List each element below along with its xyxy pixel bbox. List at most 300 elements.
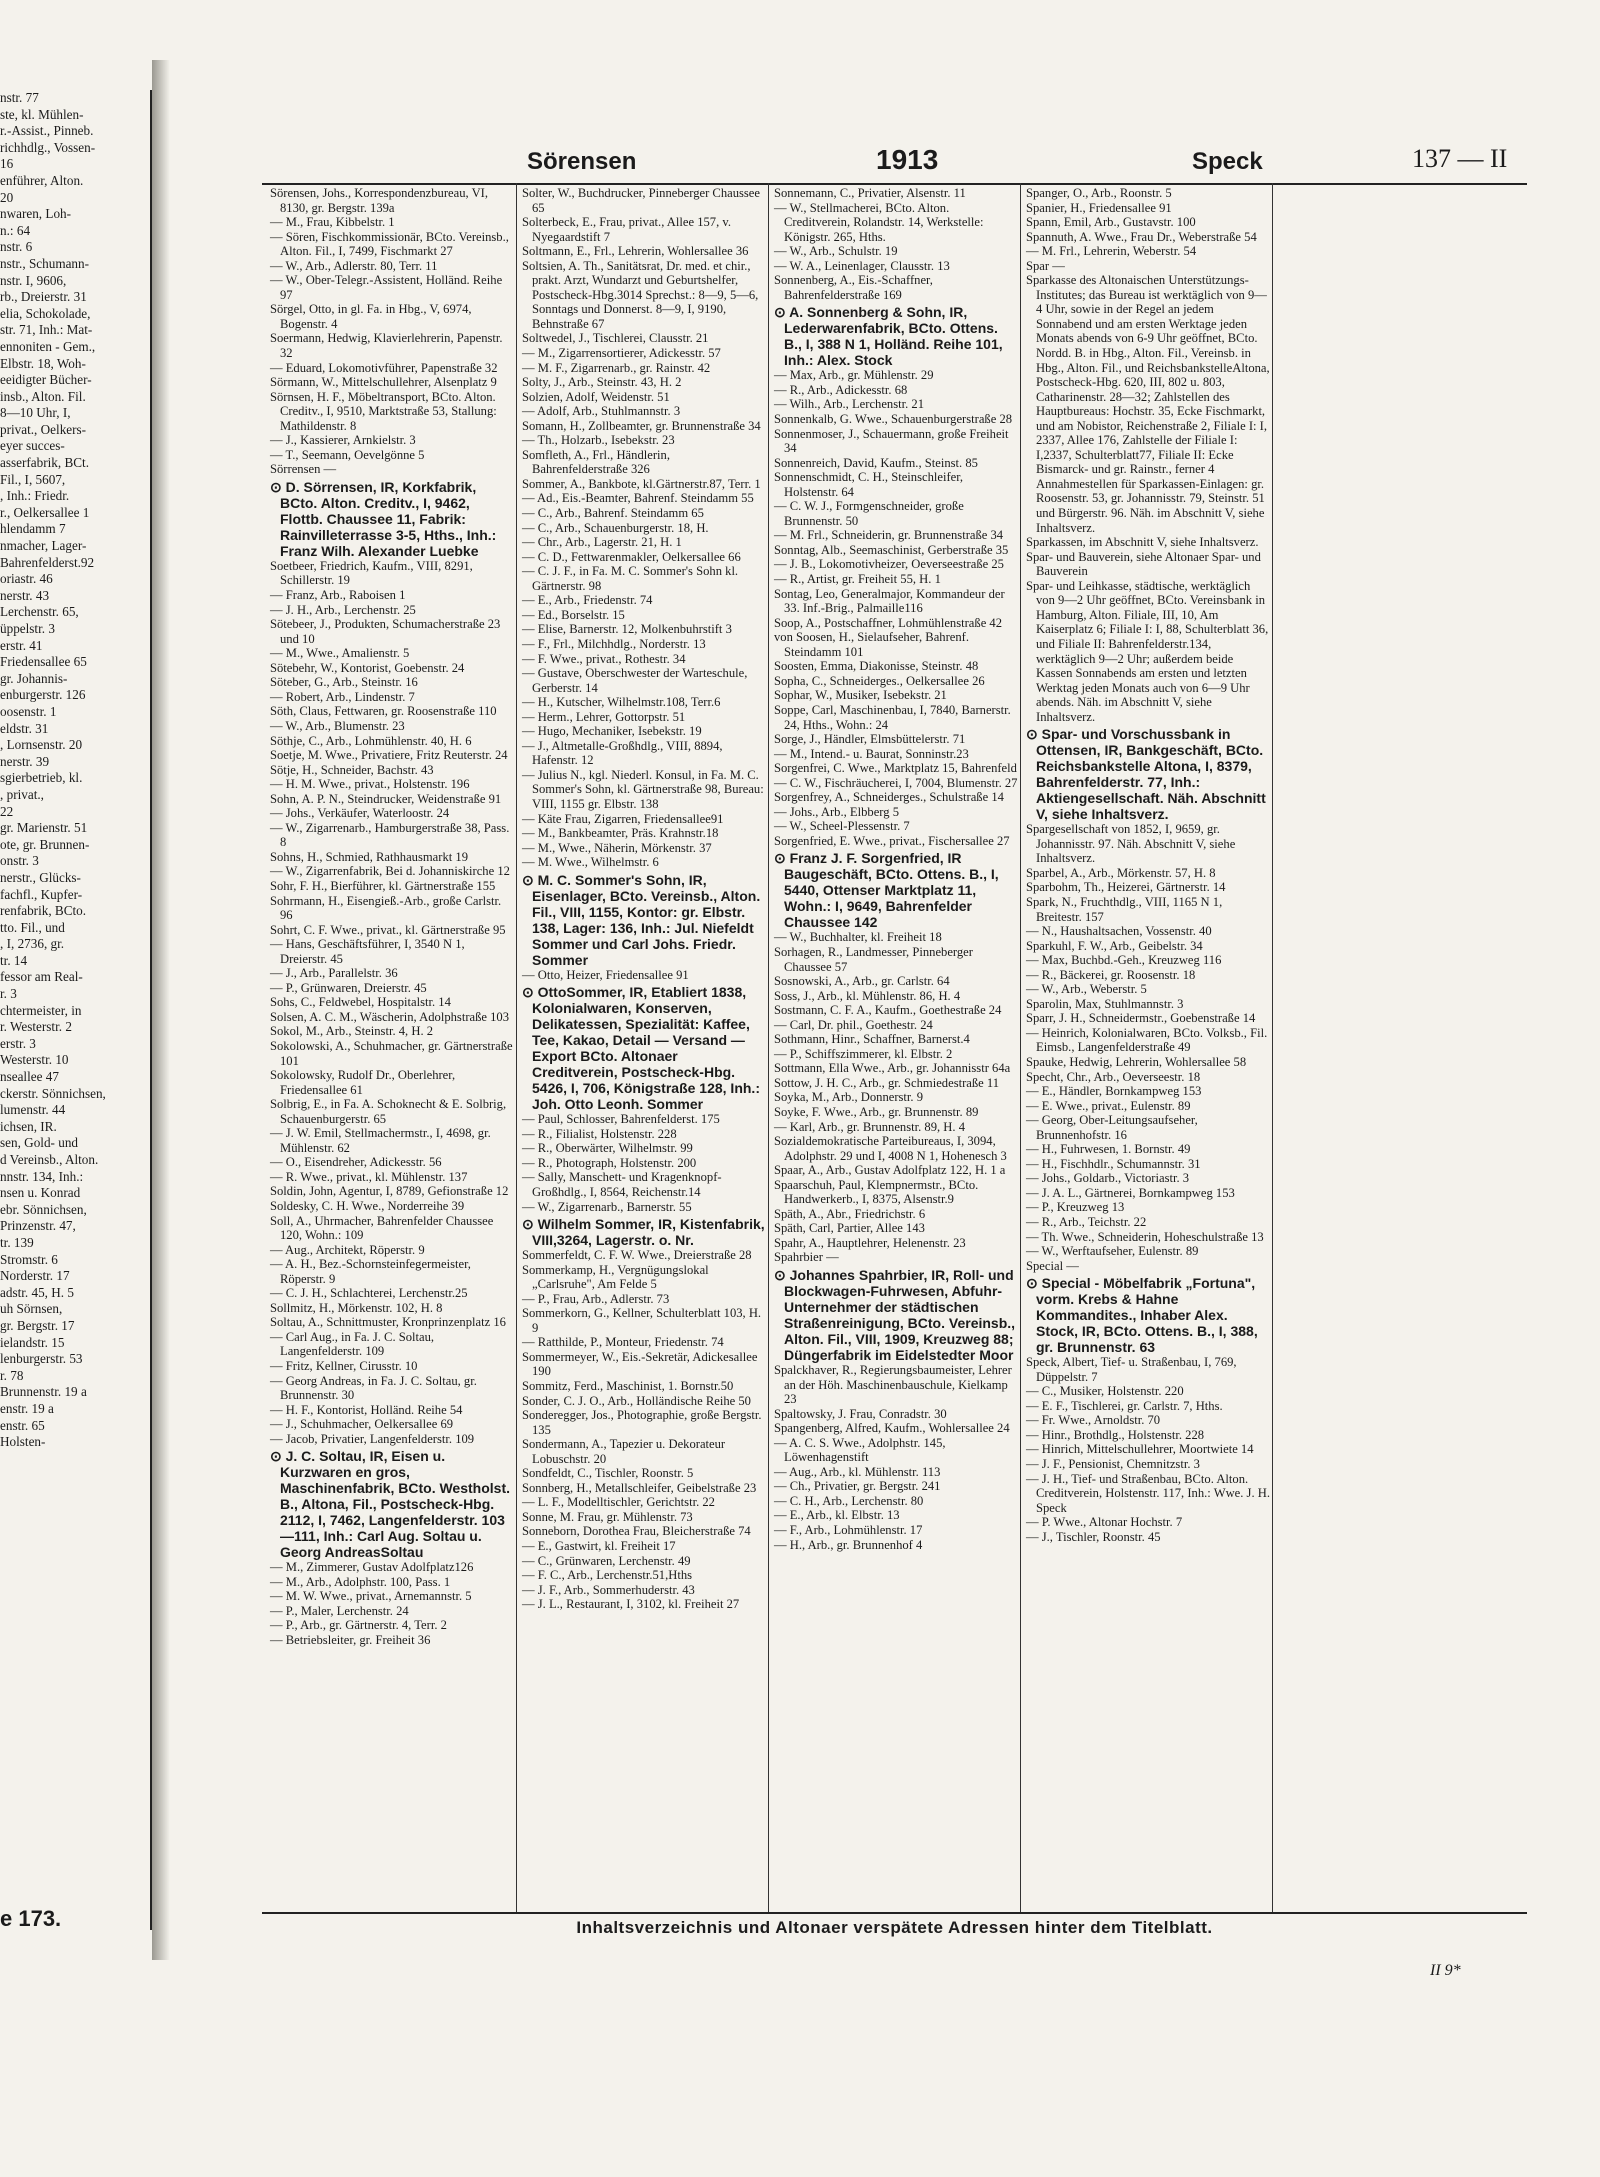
directory-entry: Spanier, H., Friedensallee 91 — [1026, 200, 1172, 215]
directory-entry: ⊙ M. C. Sommer's Sohn, IR, Eisenlager, BCto. Vereinsb., Alton. Fil., VIII, 1155, Kontor: gr. Elbstr. 138, Lager: 136, Inh.: Jul. Niefeldt Sommer und Carl Johs. Friedr. Sommer — [522, 871, 761, 968]
directory-entry: — Adolf, Arb., Stuhlmannstr. 3 — [522, 404, 681, 419]
previous-page-footer: e 173. — [0, 1906, 62, 1931]
directory-entry: — Max, Arb., gr. Mühlenstr. 29 — [774, 368, 934, 383]
directory-entry: Spahr, A., Hauptlehrer, Helenenstr. 23 — [774, 1235, 966, 1250]
directory-entry: — Carl Aug., in Fa. J. C. Soltau, Langenfelderstr. 109 — [270, 1329, 435, 1359]
directory-entry: — E. F., Tischlerei, gr. Carlstr. 7, Hths. — [1026, 1398, 1223, 1413]
directory-entry: — C., Arb., Bahrenf. Steindamm 65 — [522, 506, 704, 521]
directory-entry: — Th. Wwe., Schneiderin, Hoheschulstraße 13 — [1026, 1229, 1264, 1244]
directory-entry: Spark, N., Fruchthdlg., VIII, 1165 N 1, Breitestr. 157 — [1026, 894, 1223, 924]
previous-page-line: r., Oelkersallee 1 — [0, 504, 90, 520]
previous-page-line: ste, kl. Mühlen- — [0, 106, 84, 122]
directory-entry: — H., Kutscher, Wilhelmstr.108, Terr.6 — [522, 695, 721, 710]
directory-entry: — C. H., Arb., Lerchenstr. 80 — [774, 1493, 924, 1508]
directory-entry: Sokol, M., Arb., Steinstr. 4, H. 2 — [270, 1024, 434, 1039]
previous-page-line: nstr. 77 — [0, 90, 39, 105]
directory-entry: — O., Eisendreher, Adickesstr. 56 — [270, 1155, 442, 1170]
directory-entry: Solsen, A. C. M., Wäscherin, Adolphstraße 103 — [270, 1009, 510, 1024]
directory-entry: Sötebeer, J., Produkten, Schumacherstraße 23 und 10 — [270, 617, 501, 646]
directory-entry: — Hinrich, Mittelschullehrer, Moortwiete 14 — [1026, 1442, 1254, 1457]
directory-entry: Söth, Claus, Fettwaren, gr. Roosenstraße 110 — [270, 704, 497, 719]
directory-entry: Solter, W., Buchdrucker, Pinneberger Chaussee 65 — [522, 186, 760, 215]
directory-entry: Sondermann, A., Tapezier u. Dekorateur Lobuschstr. 20 — [522, 1437, 726, 1466]
directory-entry: Sottow, J. H. C., Arb., gr. Schmiedestraße 11 — [774, 1075, 1000, 1090]
directory-entry: — Th., Holzarb., Isebekstr. 23 — [522, 433, 675, 448]
directory-entry: Sparkasse des Altonaischen Unterstützungs-Institutes; das Bureau ist werktäglich von 9—4 Uhr, sowie in der Regel an jedem Sonnabend und am ersten Werktage jeden Monats abends von 6-9 Uhr geöffnet, BCto. Nordd. B. in Hbg., Alton. Fil., Vereinsb. in Hbg., Alton. Fil., und ReichsbankstelleAltona, Postscheck-Hbg. 620, III, 802 u. 803, Catharinenstr. 28—32; Zahlstellen des Hauptbureaus: Hochstr. 35, Ecke Fischmarkt, und am Nobistor, Reichenstraße 2, Filiale I: I, 2337, Allee 176, Zahlstelle der Filiale I: I,2337, Schulterblatt77, Filiale II: Ecke Bismarck- und gr. Rainstr., ferner 4 Annahmestellen für Sparkassen-Einlagen: gr. Roosenstr. 53, gr. Johannisstr. 79, Steinstr. 51 und Bürgerstr. 96. Näh. im Abschnitt V, siehe Inhaltsverz. — [1026, 273, 1270, 535]
directory-entry: — Sören, Fischkommissionär, BCto. Vereinsb., Alton. Fil., I, 7499, Fischmarkt 27 — [270, 229, 509, 259]
directory-entry: Sollmitz, H., Mörkenstr. 102, H. 8 — [270, 1300, 443, 1315]
previous-page-line: nerstr., Glücks- — [0, 869, 81, 885]
directory-entry: — M., Arb., Adolphstr. 100, Pass. 1 — [270, 1574, 451, 1589]
previous-page-line: adstr. 45, H. 5 — [0, 1284, 74, 1300]
previous-page-line: nnstr. 134, Inh.: — [0, 1168, 84, 1184]
previous-page-line: Lerchenstr. 65, — [0, 604, 79, 620]
previous-page-line: Fil., I, 5607, — [0, 471, 66, 487]
previous-page-line: Prinzenstr. 47, — [0, 1218, 76, 1234]
previous-page-line: enburgerstr. 126 — [0, 687, 86, 703]
directory-entry: — Heinrich, Kolonialwaren, BCto. Volksb., Fil. Eimsb., Langenfelderstraße 49 — [1026, 1025, 1268, 1055]
previous-page-line: d Vereinsb., Alton. — [0, 1152, 99, 1167]
directory-entry: — C. D., Fettwarenmakler, Oelkersallee 66 — [522, 549, 741, 564]
directory-entry: Sommerfeldt, C. F. W. Wwe., Dreierstraße 28 — [522, 1248, 752, 1263]
previous-page-line: hlendamm 7 — [0, 521, 66, 537]
directory-entry: Spanger, O., Arb., Roonstr. 5 — [1026, 186, 1172, 200]
directory-entry: — Max, Buchbd.-Geh., Kreuzweg 116 — [1026, 953, 1222, 968]
previous-page-line: eldstr. 31 — [0, 720, 49, 736]
directory-entry: Spahrbier — — [774, 1250, 839, 1265]
directory-entry: ⊙ OttoSommer, IR, Etabliert 1838, Kolonialwaren, Konserven, Delikatessen, Spezialität: Kaffee, Tee, Kakao, Detail — Versand — Export BCto. Altonaer Creditverein, Postscheck-Hbg. 5426, I, 706, Königstraße 128, Inh.: Joh. Otto Leonh. Sommer — [522, 984, 760, 1113]
previous-page-line: 8—10 Uhr, I, — [0, 405, 71, 421]
footer-rule — [262, 1912, 1527, 1914]
directory-entry: Sörgel, Otto, in gl. Fa. in Hbg., V, 6974, Bogenstr. 4 — [270, 302, 472, 331]
previous-page-line: Norderstr. 17 — [0, 1268, 70, 1284]
directory-entry: Specht, Chr., Arb., Oeverseestr. 18 — [1026, 1069, 1201, 1084]
directory-entry: Soltau, A., Schnittmuster, Kronprinzenplatz 16 — [270, 1315, 506, 1330]
previous-page-line: nwaren, Loh- — [0, 206, 72, 222]
directory-entry: Spaltowsky, J. Frau, Conradstr. 30 — [774, 1406, 947, 1421]
directory-entry: Sophar, W., Musiker, Isebekstr. 21 — [774, 688, 947, 703]
directory-entry: Sondfeldt, C., Tischler, Roonstr. 5 — [522, 1466, 694, 1481]
directory-entry: — Sally, Manschett- und Kragenknopf-Großhdlg., I, 8564, Reichenstr.14 — [522, 1170, 722, 1199]
previous-page-line: gr. Bergstr. 17 — [0, 1317, 75, 1333]
directory-entry: — J. F., Arb., Sommerhuderstr. 43 — [522, 1582, 695, 1597]
directory-entry: Spangenberg, Alfred, Kaufm., Wohlersallee 24 — [774, 1421, 1010, 1436]
directory-entry: — M., Zigarrensortierer, Adickesstr. 57 — [522, 346, 721, 361]
previous-page-line: ckerstr. Sönnichsen, — [0, 1085, 106, 1101]
directory-entry: Sötebehr, W., Kontorist, Goebenstr. 24 — [270, 660, 465, 675]
previous-page-line: 22 — [0, 803, 14, 819]
previous-page-line: fessor am Real- — [0, 969, 83, 985]
previous-page-line: uh Sörnsen, — [0, 1301, 63, 1317]
directory-entry: — F. C., Arb., Lerchenstr.51,Hths — [522, 1568, 693, 1583]
previous-page-line: tto. Fil., und — [0, 919, 65, 935]
directory-entry: — W., Arb., Adlerstr. 80, Terr. 11 — [270, 258, 438, 273]
directory-columns — [266, 186, 1526, 1908]
directory-entry: — R., Filialist, Holstenstr. 228 — [522, 1126, 677, 1141]
directory-entry: — J., Schuhmacher, Oelkersallee 69 — [270, 1417, 454, 1432]
directory-entry: Sorhagen, R., Landmesser, Pinneberger Chaussee 57 — [774, 944, 973, 974]
directory-entry: Spar- und Bauverein, siehe Altonaer Spar- und Bauverein — [1026, 549, 1261, 579]
directory-entry: — C. J. F., in Fa. M. C. Sommer's Sohn kl. Gärtnerstr. 98 — [522, 564, 739, 593]
directory-entry: ⊙ D. Sörrensen, IR, Korkfabrik, BCto. Alton. Creditv., I, 9462, Flottb. Chaussee 11, Fabrik: Rainvilleterrasse 3-5, Hths., Inh.: Franz Wilh. Alexander Luebke — [270, 478, 497, 559]
previous-page-line: oriastr. 46 — [0, 571, 53, 587]
directory-entry: Sonnenmoser, J., Schauermann, große Freiheit 34 — [774, 426, 1009, 456]
directory-entry: Spauke, Hedwig, Lehrerin, Wohlersallee 58 — [1026, 1054, 1247, 1069]
directory-entry: — M., Intend.- u. Baurat, Sonninstr.23 — [774, 746, 969, 761]
directory-entry: Spalckhaver, R., Regierungsbaumeister, Lehrer an der Höh. Maschinenbauschule, Kielkamp 23 — [774, 1363, 1012, 1407]
directory-entry: Soll, A., Uhrmacher, Bahrenfelder Chaussee 120, Wohn.: 109 — [270, 1213, 494, 1243]
directory-entry: Solterbeck, E., Frau, privat., Allee 157, v. Nyegaardstift 7 — [522, 215, 732, 244]
directory-entry: — J. L., Restaurant, I, 3102, kl. Freiheit 27 — [522, 1597, 740, 1612]
directory-entry: — Johs., Arb., Elbberg 5 — [774, 804, 900, 819]
directory-entry: Solty, J., Arb., Steinstr. 43, H. 2 — [522, 375, 682, 390]
previous-page-line: oosenstr. 1 — [0, 703, 57, 719]
directory-entry: ⊙ Johannes Spahrbier, IR, Roll- und Blockwagen-Fuhrwesen, Abfuhr-Unternehmer der städtischen Straßenreinigung, BCto. Vereinsb., Alton. Fil., VIII, 1909, Kreuzweg 88; Düngerfabrik im Eidelstedter Moor — [774, 1267, 1016, 1363]
directory-entry: Spargesellschaft von 1852, I, 9659, gr. Johannisstr. 97. Näh. Abschnitt V, siehe Inhaltsverz. — [1026, 822, 1236, 866]
previous-page-line: richhdlg., Vossen- — [0, 139, 96, 155]
directory-entry: — M. Wwe., Wilhelmstr. 6 — [522, 855, 659, 870]
directory-entry: — P., Arb., gr. Gärtnerstr. 4, Terr. 2 — [270, 1618, 447, 1633]
previous-page-line: nsen u. Konrad — [0, 1185, 81, 1201]
previous-page-line: sgierbetrieb, kl. — [0, 770, 83, 786]
directory-entry: — Wilh., Arb., Lerchenstr. 21 — [774, 397, 925, 412]
previous-page-line: enstr. 19 a — [0, 1400, 54, 1416]
directory-entry: Späth, Carl, Partier, Allee 143 — [774, 1221, 925, 1236]
previous-page-line: nstr. I, 9606, — [0, 272, 67, 288]
directory-entry: Sommerkamp, H., Vergnügungslokal „Carlsruhe", Am Felde 5 — [522, 1262, 709, 1292]
directory-entry: ⊙ Wilhelm Sommer, IR, Kistenfabrik, VIII,3264, Lagerstr. o. Nr. — [522, 1216, 765, 1249]
directory-entry: — R., Bäckerei, gr. Roosenstr. 18 — [1026, 967, 1196, 982]
directory-entry: — F. Wwe., privat., Rothestr. 34 — [522, 651, 686, 666]
directory-entry: — M. W. Wwe., privat., Arnemannstr. 5 — [270, 1589, 472, 1604]
previous-page-line: Elbstr. 18, Woh- — [0, 355, 86, 371]
previous-page-line: lenburgerstr. 53 — [0, 1351, 83, 1367]
directory-entry: — W., Scheel-Plessenstr. 7 — [774, 819, 910, 834]
directory-entry: Sommitz, Ferd., Maschinist, 1. Bornstr.50 — [522, 1379, 734, 1393]
directory-column-4 — [1022, 186, 1274, 1908]
directory-entry: Spar — — [1026, 258, 1065, 273]
header-rule — [262, 183, 1527, 185]
directory-entry: — W., Arb., Weberstr. 5 — [1026, 982, 1147, 997]
directory-entry: Sohrmann, H., Eisengieß.-Arb., große Carlstr. 96 — [270, 893, 502, 923]
directory-entry: Sothmann, Hinr., Schaffner, Barnerst.4 — [774, 1032, 970, 1047]
directory-entry: — F., Frl., Milchhdlg., Norderstr. 13 — [522, 636, 706, 651]
directory-entry: — M. Frl., Schneiderin, gr. Brunnenstraße 34 — [774, 528, 1004, 543]
previous-page-line: gr. Marienstr. 51 — [0, 820, 88, 836]
directory-entry: Sorgenfrey, A., Schneiderges., Schulstraße 14 — [774, 790, 1004, 805]
directory-entry: Sonne, M. Frau, gr. Mühlenstr. 73 — [522, 1509, 693, 1524]
directory-entry: — J., Altmetalle-Großhdlg., VIII, 8894, Hafenstr. 12 — [522, 738, 723, 768]
previous-page-line: enführer, Alton. — [0, 172, 84, 188]
directory-entry: — J., Tischler, Roonstr. 45 — [1026, 1529, 1161, 1544]
previous-page-line: insb., Alton. Fil. — [0, 388, 86, 404]
previous-page-line: chtermeister, in — [0, 1002, 82, 1018]
directory-entry: — Johs., Verkäufer, Waterloostr. 24 — [270, 806, 450, 821]
directory-entry: — C., Grünwaren, Lerchenstr. 49 — [522, 1553, 691, 1568]
directory-column-1 — [266, 186, 518, 1908]
directory-entry: Sonnemann, C., Privatier, Alsenstr. 11 — [774, 186, 966, 200]
directory-entry: — W., Arb., Blumenstr. 23 — [270, 718, 405, 733]
directory-entry: Sohrt, C. F. Wwe., privat., kl. Gärtnerstraße 95 — [270, 922, 506, 937]
previous-page-line: , privat., — [0, 786, 44, 802]
directory-column-3 — [770, 186, 1022, 1908]
directory-entry: — Jacob, Privatier, Langenfelderstr. 109 — [270, 1431, 475, 1446]
previous-page-line: Stromstr. 6 — [0, 1251, 58, 1267]
directory-entry: Somfleth, A., Frl., Händlerin, Bahrenfelderstraße 326 — [522, 447, 670, 477]
previous-page-line: r.-Assist., Pinneb. — [0, 123, 94, 139]
directory-entry: Sparkassen, im Abschnitt V, siehe Inhaltsverz. — [1026, 535, 1259, 550]
directory-entry: — M., Wwe., Amalienstr. 5 — [270, 646, 410, 661]
directory-entry: Soetje, M. Wwe., Privatiere, Fritz Reuterstr. 24 — [270, 748, 508, 763]
directory-entry: — H., Arb., gr. Brunnenhof 4 — [774, 1537, 923, 1552]
directory-entry: Spann, Emil, Arb., Gustavstr. 100 — [1026, 215, 1196, 230]
directory-entry: Soltwedel, J., Tischlerei, Clausstr. 21 — [522, 331, 709, 346]
directory-entry: — M., Zimmerer, Gustav Adolfplatz126 — [270, 1560, 474, 1575]
directory-entry: Sorgenfrei, C. Wwe., Marktplatz 15, Bahrenfeld — [774, 761, 1017, 776]
previous-page-line: fachfl., Kupfer- — [0, 886, 83, 902]
directory-entry: — W., Stellmacherei, BCto. Alton. Creditverein, Rolandstr. 14, Werkstelle: Königstr. 265, Hths. — [774, 200, 984, 244]
previous-page-line: Westerstr. 10 — [0, 1052, 69, 1068]
directory-entry: Sokolowsky, Rudolf Dr., Oberlehrer, Friedensallee 61 — [270, 1068, 456, 1097]
directory-entry: — E., Arb., kl. Elbstr. 13 — [774, 1508, 900, 1523]
directory-entry: Sommer, A., Bankbote, kl.Gärtnerstr.87, Terr. 1 — [522, 476, 761, 491]
directory-entry: Sörrensen — — [270, 462, 337, 477]
directory-entry: — H. F., Kontorist, Holländ. Reihe 54 — [270, 1402, 463, 1417]
header-year: 1913 — [876, 144, 939, 175]
directory-entry: — Johs., Goldarb., Victoriastr. 3 — [1026, 1171, 1190, 1186]
directory-entry: Soop, A., Postschaffner, Lohmühlenstraße 42 — [774, 615, 1003, 630]
directory-column-2 — [518, 186, 770, 1908]
directory-entry: — M., Bankbeamter, Präs. Krahnstr.18 — [522, 826, 719, 841]
directory-entry: Söteber, G., Arb., Steinstr. 16 — [270, 675, 418, 690]
previous-page-line: erstr. 41 — [0, 637, 43, 653]
directory-entry: Sommermeyer, W., Eis.-Sekretär, Adickesallee 190 — [522, 1349, 758, 1379]
directory-entry: Sozialdemokratische Parteibureaus, I, 3094, Adolphstr. 29 und I, 4008 N 1, Hohenesch 3 — [774, 1134, 1007, 1163]
header-right-word: Speck — [1192, 148, 1263, 175]
previous-page-line: rb., Dreierstr. 31 — [0, 289, 87, 305]
directory-entry: Sparbel, A., Arb., Mörkenstr. 57, H. 8 — [1026, 865, 1216, 880]
directory-entry: — H., Fuhrwesen, 1. Bornstr. 49 — [1026, 1142, 1191, 1157]
directory-entry: — W., Zigarrenfabrik, Bei d. Johanniskirche 12 — [270, 864, 510, 879]
previous-page-line: asserfabrik, BCt. — [0, 455, 89, 471]
directory-entry: ⊙ Spar- und Vorschussbank in Ottensen, IR, Bankgeschäft, BCto. Reichsbankstelle Altona, I, 8379, Bahrenfelderstr. 77, Inh.: Aktiengesellschaft. Näh. Abschnitt V, siehe Inhaltsverz. — [1026, 726, 1266, 823]
previous-page-line: ichsen, IR. — [0, 1118, 57, 1134]
directory-entry: Soosten, Emma, Diakonisse, Steinstr. 48 — [774, 659, 979, 674]
directory-entry: — Eduard, Lokomotivführer, Papenstraße 32 — [270, 360, 498, 375]
directory-entry: — P., Schiffszimmerer, kl. Elbstr. 2 — [774, 1046, 953, 1061]
directory-entry: — Hans, Geschäftsführer, I, 3540 N 1, Dreierstr. 45 — [270, 937, 465, 966]
directory-entry: — P., Grünwaren, Dreierstr. 45 — [270, 980, 427, 995]
previous-page-line: sen, Gold- und — [0, 1135, 79, 1151]
directory-entry: — P., Maler, Lerchenstr. 24 — [270, 1603, 409, 1618]
directory-entry: — H. M. Wwe., privat., Holstenstr. 196 — [270, 777, 470, 792]
directory-entry: Sohn, A. P. N., Steindrucker, Weidenstraße 91 — [270, 791, 502, 806]
directory-entry: — J., Kassierer, Arnkielstr. 3 — [270, 433, 416, 448]
directory-entry: Sorge, J., Händler, Elmsbüttelerstr. 71 — [774, 732, 966, 747]
previous-page-line: gr. Johannis- — [0, 670, 68, 686]
previous-page-line: nmacher, Lager- — [0, 538, 87, 554]
directory-entry: Soldesky, C. H. Wwe., Norderreihe 39 — [270, 1199, 465, 1213]
directory-entry: Spannuth, A. Wwe., Frau Dr., Weberstraße 54 — [1026, 229, 1257, 244]
previous-page-line: nerstr. 39 — [0, 753, 50, 769]
directory-entry: — W., Zigarrenarb., Barnerstr. 55 — [522, 1199, 692, 1214]
directory-entry: Spaar, A., Arb., Gustav Adolfplatz 122, H. 1 a — [774, 1163, 1006, 1178]
directory-entry: — R., Oberwärter, Wilhelmstr. 99 — [522, 1141, 693, 1156]
directory-entry: von Soosen, H., Sielaufseher, Bahrenf. Steindamm 101 — [774, 630, 970, 659]
page-footer: Inhaltsverzeichnis und Altonaer verspätete Adressen hinter dem Titelblatt. — [576, 1918, 1213, 1937]
directory-entry: — A. C. S. Wwe., Adolphstr. 145, Löwenhagenstift — [774, 1435, 946, 1465]
directory-entry: Sparkuhl, F. W., Arb., Geibelstr. 34 — [1026, 938, 1203, 953]
previous-page-line: nerstr. 43 — [0, 587, 50, 603]
directory-entry: — Betriebsleiter, gr. Freiheit 36 — [270, 1633, 431, 1648]
directory-entry: Sottmann, Ella Wwe., Arb., gr. Johannisstr 64a — [774, 1061, 1011, 1076]
directory-entry: — Robert, Arb., Lindenstr. 7 — [270, 689, 415, 704]
directory-entry: Soppe, Carl, Maschinenbau, I, 7840, Barnerstr. 24, Hths., Wohn.: 24 — [774, 702, 1011, 732]
directory-entry: — Käte Frau, Zigarren, Friedensallee91 — [522, 811, 724, 826]
previous-page-line: tr. 14 — [0, 952, 28, 968]
directory-entry: Soyka, M., Arb., Donnerstr. 9 — [774, 1090, 924, 1105]
directory-entry: — Aug., Architekt, Röperstr. 9 — [270, 1242, 425, 1257]
directory-entry: Sonneborn, Dorothea Frau, Bleicherstraße 74 — [522, 1524, 751, 1539]
directory-entry: — Ed., Borselstr. 15 — [522, 607, 625, 622]
directory-entry: Sohns, H., Schmied, Rathhausmarkt 19 — [270, 849, 468, 864]
previous-page-line: Holsten- — [0, 1434, 46, 1450]
previous-page-line: 20 — [0, 189, 14, 205]
directory-entry: — C., Arb., Schauenburgerstr. 18, H. — [522, 520, 709, 535]
directory-entry: Sötje, H., Schneider, Bachstr. 43 — [270, 762, 434, 777]
previous-page-line: eeidigter Bücher- — [0, 372, 92, 388]
directory-entry: — M. Frl., Lehrerin, Weberstr. 54 — [1026, 244, 1197, 259]
directory-entry: Speck, Albert, Tief- u. Straßenbau, I, 769, Düppelstr. 7 — [1026, 1355, 1237, 1384]
directory-entry: Sonnenberg, A., Eis.-Schaffner, Bahrenfelderstraße 169 — [774, 273, 933, 302]
directory-entry: Sörmann, W., Mittelschullehrer, Alsenplatz 9 — [270, 375, 497, 390]
directory-entry: — A. H., Bez.-Schornsteinfegermeister, Röperstr. 9 — [270, 1257, 471, 1286]
directory-entry: — Julius N., kgl. Niederl. Konsul, in Fa. M. C. Sommer's Sohn, kl. Gärtnerstraße 98, Bureau: VIII, 1155 gr. Elbstr. 138 — [522, 767, 764, 811]
previous-page-line: ote, gr. Brunnen- — [0, 836, 90, 852]
directory-entry: Sonntag, Alb., Seemaschinist, Gerberstraße 35 — [774, 542, 1009, 557]
directory-entry: — M., Wwe., Näherin, Mörkenstr. 37 — [522, 840, 712, 855]
previous-page-line: r. 3 — [0, 986, 17, 1002]
directory-entry: — Fr. Wwe., Arnoldstr. 70 — [1026, 1413, 1161, 1428]
directory-entry: Soyke, F. Wwe., Arb., gr. Brunnenstr. 89 — [774, 1104, 979, 1119]
previous-page-line: 16 — [0, 156, 14, 172]
previous-page-line: , Lornsenstr. 20 — [0, 737, 83, 753]
directory-entry: — Elise, Barnerstr. 12, Molkenbuhrstift 3 — [522, 622, 732, 637]
directory-entry: — P. Wwe., Altonar Hochstr. 7 — [1026, 1515, 1183, 1530]
previous-page-line: , I, 2736, gr. — [0, 936, 65, 952]
directory-entry: — Georg, Ober-Leitungsaufseher, Brunnenhofstr. 16 — [1026, 1113, 1198, 1142]
previous-page-line: n.: 64 — [0, 222, 31, 238]
directory-entry: — Paul, Schlosser, Bahrenfelderst. 175 — [522, 1112, 720, 1127]
directory-entry: Sosnowski, A., Arb., gr. Carlstr. 64 — [774, 974, 950, 989]
previous-page-line: privat., Oelkers- — [0, 421, 87, 437]
directory-entry: — J. A. L., Gärtnerei, Bornkampweg 153 — [1026, 1185, 1235, 1200]
directory-entry: — Gustave, Oberschwester der Warteschule, Gerberstr. 14 — [522, 666, 748, 695]
directory-entry: Sonnenreich, David, Kaufm., Steinst. 85 — [774, 455, 978, 470]
previous-page-line: enstr. 65 — [0, 1417, 45, 1433]
directory-entry: — E., Händler, Bornkampweg 153 — [1026, 1084, 1202, 1099]
directory-entry: — J. H., Arb., Lerchenstr. 25 — [270, 602, 416, 617]
directory-entry: Sopha, C., Schneiderges., Oelkersallee 26 — [774, 673, 985, 688]
directory-entry: Soermann, Hedwig, Klavierlehrerin, Papenstr. 32 — [270, 331, 503, 361]
directory-entry: — Hugo, Mechaniker, Isebekstr. 19 — [522, 724, 702, 739]
directory-entry: — E. Wwe., privat., Eulenstr. 89 — [1026, 1098, 1191, 1113]
directory-entry: Soltmann, E., Frl., Lehrerin, Wohlersallee 36 — [522, 244, 749, 259]
directory-entry: — M., Frau, Kibbelstr. 1 — [270, 215, 395, 230]
book-gutter — [152, 60, 170, 1960]
directory-entry: Sontag, Leo, Generalmajor, Kommandeur der 33. Inf.-Brig., Palmaille116 — [774, 586, 1005, 616]
directory-entry: — C., Musiker, Holstenstr. 220 — [1026, 1384, 1184, 1399]
previous-page-line: Friedensallee 65 — [0, 654, 87, 670]
directory-entry: Späth, A., Abr., Friedrichstr. 6 — [774, 1206, 926, 1221]
directory-entry: — Franz, Arb., Raboisen 1 — [270, 588, 406, 603]
directory-entry: Special — — [1026, 1258, 1079, 1273]
previous-page-line: erstr. 3 — [0, 1035, 36, 1051]
directory-entry: Sorgenfried, E. Wwe., privat., Fischersallee 27 — [774, 833, 1010, 848]
previous-page-line: Bahrenfelderst.92 — [0, 554, 95, 570]
directory-entry: Sonnberg, H., Metallschleifer, Geibelstraße 23 — [522, 1480, 757, 1495]
directory-entry: — T., Seemann, Oevelgönne 5 — [270, 447, 425, 462]
directory-entry: — H., Fischhdlr., Schumannstr. 31 — [1026, 1156, 1201, 1171]
directory-entry: — R., Arb., Adickesstr. 68 — [774, 382, 908, 397]
directory-entry: Spaarschuh, Paul, Klempnermstr., BCto. Handwerkerb., I, 8375, Alsenstr.9 — [774, 1177, 979, 1207]
sheet-signature: II 9* — [1430, 1962, 1461, 1979]
directory-entry: Sommerkorn, G., Kellner, Schulterblatt 103, H. 9 — [522, 1306, 762, 1335]
directory-entry: Soldin, John, Agentur, I, 8789, Gefionstraße 12 — [270, 1184, 509, 1199]
directory-entry: Sparbohm, Th., Heizerei, Gärtnerstr. 14 — [1026, 880, 1226, 895]
header-left-word: Sörensen — [527, 148, 637, 175]
directory-entry: — F., Arb., Lohmühlenstr. 17 — [774, 1523, 923, 1538]
directory-entry: Sörnsen, H. F., Möbeltransport, BCto. Alton. Creditv., I, 9510, Marktstraße 53, Stallung: Mathildenstr. 8 — [270, 389, 497, 433]
previous-page-line: lumenstr. 44 — [0, 1102, 66, 1118]
previous-page-line: r. Westerstr. 2 — [0, 1019, 72, 1035]
directory-entry: — J. F., Pensionist, Chemnitzstr. 3 — [1026, 1457, 1200, 1472]
directory-entry: — J. B., Lokomotivheizer, Oeverseestraße 25 — [774, 557, 1004, 572]
directory-entry: — Herm., Lehrer, Gottorpstr. 51 — [522, 709, 686, 724]
previous-page-line: renfabrik, BCto. — [0, 903, 87, 919]
directory-entry: Sonnenkalb, G. Wwe., Schauenburgerstraße 28 — [774, 412, 1013, 427]
directory-entry: — W., Arb., Schulstr. 19 — [774, 244, 898, 259]
directory-entry: — J., Arb., Parallelstr. 36 — [270, 966, 398, 981]
directory-entry: Söthje, C., Arb., Lohmühlenstr. 40, H. 6 — [270, 733, 472, 748]
directory-entry: — Aug., Arb., kl. Mühlenstr. 113 — [774, 1464, 941, 1479]
directory-entry: — M. F., Zigarrenarb., gr. Rainstr. 42 — [522, 360, 711, 375]
directory-entry: Sostmann, C. F. A., Kaufm., Goethestraße 24 — [774, 1003, 1002, 1018]
directory-entry: — W. A., Leinenlager, Clausstr. 13 — [774, 258, 950, 273]
directory-entry: Sonderegger, Jos., Photographie, große Bergstr. 135 — [522, 1408, 762, 1437]
directory-entry: Sokolowski, A., Schuhmacher, gr. Gärtnerstraße 101 — [270, 1038, 513, 1068]
directory-entry: — E., Gastwirt, kl. Freiheit 17 — [522, 1539, 676, 1554]
directory-entry: — R., Arb., Teichstr. 22 — [1026, 1215, 1147, 1229]
directory-entry: — R. Wwe., privat., kl. Mühlenstr. 137 — [270, 1169, 468, 1184]
directory-entry: — Fritz, Kellner, Cirusstr. 10 — [270, 1359, 418, 1374]
directory-entry: — W., Buchhalter, kl. Freiheit 18 — [774, 930, 942, 945]
directory-entry: Sparolin, Max, Stuhlmannstr. 3 — [1026, 996, 1184, 1011]
directory-entry: — N., Haushaltsachen, Vossenstr. 40 — [1026, 924, 1212, 939]
directory-entry: Solzien, Adolf, Weidenstr. 51 — [522, 389, 670, 404]
directory-entry: — L. F., Modelltischler, Gerichtstr. 22 — [522, 1495, 715, 1510]
directory-entry: — Chr., Arb., Lagerstr. 21, H. 1 — [522, 535, 682, 550]
directory-entry: Sonnenschmidt, C. H., Steinschleifer, Holstenstr. 64 — [774, 470, 964, 499]
directory-entry: Sörensen, Johs., Korrespondenzbureau, VI, 8130, gr. Bergstr. 139a — [270, 186, 489, 215]
previous-page-line: str. 71, Inh.: Mat- — [0, 322, 93, 338]
previous-page-line: eyer succes- — [0, 438, 65, 454]
directory-entry: — P., Frau, Arb., Adlerstr. 73 — [522, 1291, 670, 1306]
previous-page-line: ennoniten - Gem., — [0, 338, 96, 354]
directory-entry: Spar- und Leihkasse, städtische, werktäglich von 9—2 Uhr geöffnet, BCto. Vereinsbank in Hamburg, Alton. Filiale, III, 10, Am Kaiserplatz 6; Filiale I: I, 88, Schulterblatt 36, und Filiale II: Bahrenfelderstr.134, werktäglich 9—2 Uhr; außerdem beide Kassen Sonnabends am ersten und letzten Werktag jeden Monats auch von 6—9 Uhr abends. Näh. im Abschnitt V, siehe Inhaltsverz. — [1026, 578, 1269, 724]
directory-entry: ⊙ Franz J. F. Sorgenfried, IR Baugeschäft, BCto. Ottens. B., I, 5440, Ottenser Marktplatz 11, Wohn.: I, 9649, Bahrenfelder Chaussee 142 — [774, 850, 999, 931]
directory-entry: ⊙ A. Sonnenberg & Sohn, IR, Lederwarenfabrik, BCto. Ottens. B., I, 388 N 1, Holländ. Reihe 101, Inh.: Alex. Stock — [774, 304, 1003, 369]
